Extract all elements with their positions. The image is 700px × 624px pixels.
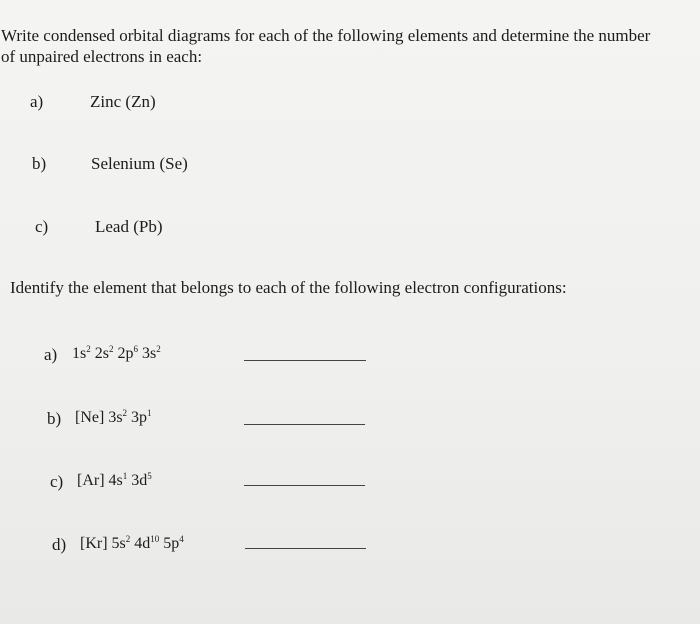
answer-line-d	[245, 548, 366, 549]
item-b-label: b)	[32, 154, 47, 173]
instruction-line-2: of unpaired electrons in each:	[1, 47, 203, 66]
item-a-label: a)	[30, 92, 44, 111]
item-a-element: Zinc (Zn)	[90, 92, 156, 111]
instruction-line-1: Write condensed orbital diagrams for each of the following elements and determine the number	[1, 26, 651, 45]
config-d-label: d)	[52, 535, 67, 554]
config-b-label: b)	[47, 409, 62, 428]
item-c-element: Lead (Pb)	[95, 217, 163, 236]
part1-instructions	[1, 25, 697, 67]
answer-line-b	[244, 424, 365, 425]
item-b-element: Selenium (Se)	[91, 154, 188, 173]
config-c-text: [Ar] $4s^1$ $3d^5$	[77, 471, 152, 489]
item-c-label: c)	[35, 217, 49, 236]
config-a-label: a)	[44, 345, 58, 364]
answer-line-c	[244, 485, 365, 486]
answer-line-a	[244, 360, 366, 361]
config-d-text: [Kr] $5s^2$ $4d^{10}$ $5p^4$	[80, 534, 184, 552]
part2-instructions: Identify the element that belongs to each of the following electron configurations:	[10, 278, 567, 297]
config-b-text: [Ne] $3s^2$ $3p^1$	[75, 408, 152, 426]
config-a-text: $1s^2$ $2s^2$ $2p^6$ $3s^2$	[72, 344, 161, 362]
config-c-label: c)	[50, 472, 64, 491]
